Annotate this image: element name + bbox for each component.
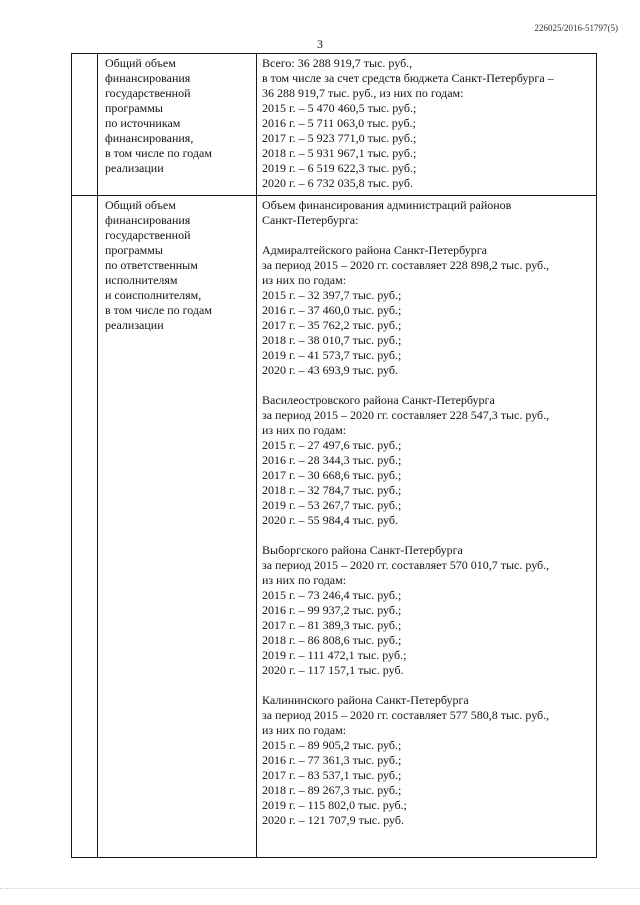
label-line: по источникам (105, 116, 181, 130)
row-number-cell (72, 54, 98, 196)
label-line: реализации (105, 161, 164, 175)
district-period: за период 2015 – 2020 гг. составляет 228 898,2 тыс. руб., (262, 258, 550, 272)
district-by-years: из них по годам: (262, 423, 347, 437)
row-label-cell (98, 196, 257, 858)
year-line: 2017 г. – 81 389,3 тыс. руб.; (262, 618, 402, 632)
year-line: 2016 г. – 28 344,3 тыс. руб.; (262, 453, 402, 467)
district-block (262, 543, 592, 678)
district-period: за период 2015 – 2020 гг. составляет 228 547,3 тыс. руб., (262, 408, 550, 422)
label-line: государственной (105, 228, 191, 242)
intro-line: Санкт-Петербурга: (262, 213, 359, 227)
value-line: 36 288 919,7 тыс. руб., из них по годам: (262, 86, 464, 100)
year-line: 2018 г. – 38 010,7 тыс. руб.; (262, 333, 402, 347)
district-period: за период 2015 – 2020 гг. составляет 570 010,7 тыс. руб., (262, 558, 550, 572)
year-line: 2016 г. – 37 460,0 тыс. руб.; (262, 303, 402, 317)
year-line: 2019 г. – 53 267,7 тыс. руб.; (262, 498, 402, 512)
district-period: за период 2015 – 2020 гг. составляет 577 580,8 тыс. руб., (262, 708, 550, 722)
label-line: Общий объем (105, 198, 176, 212)
label-line: в том числе по годам (105, 303, 212, 317)
label-line: программы (105, 101, 163, 115)
value-line: 2017 г. – 5 923 771,0 тыс. руб.; (262, 131, 417, 145)
year-line: 2017 г. – 83 537,1 тыс. руб.; (262, 768, 402, 782)
year-line: 2016 г. – 99 937,2 тыс. руб.; (262, 603, 402, 617)
row-number-cell (72, 196, 98, 858)
label-line: финансирования (105, 71, 191, 85)
district-block (262, 693, 592, 828)
label-line: финансирования, (105, 131, 194, 145)
document-registration-number: 226025/2016-51797(5) (534, 23, 618, 33)
year-line: 2020 г. – 117 157,1 тыс. руб. (262, 663, 404, 677)
district-name: Выборгского района Санкт-Петербурга (262, 543, 463, 557)
district-block (262, 393, 592, 528)
year-line: 2015 г. – 89 905,2 тыс. руб.; (262, 738, 402, 752)
value-line: 2016 г. – 5 711 063,0 тыс. руб.; (262, 116, 416, 130)
district-by-years: из них по годам: (262, 273, 347, 287)
year-line: 2020 г. – 121 707,9 тыс. руб. (262, 813, 404, 827)
value-line: 2019 г. – 6 519 622,3 тыс. руб.; (262, 161, 417, 175)
label-line: по ответственным (105, 258, 198, 272)
value-line: в том числе за счет средств бюджета Санкт-Петербурга – (262, 71, 554, 85)
district-by-years: из них по годам: (262, 723, 347, 737)
year-line: 2015 г. – 27 497,6 тыс. руб.; (262, 438, 402, 452)
year-line: 2015 г. – 32 397,7 тыс. руб.; (262, 288, 402, 302)
year-line: 2019 г. – 115 802,0 тыс. руб.; (262, 798, 407, 812)
year-line: 2017 г. – 35 762,2 тыс. руб.; (262, 318, 402, 332)
label-line: исполнителям (105, 273, 178, 287)
row-label-cell (98, 54, 257, 196)
year-line: 2018 г. – 86 808,6 тыс. руб.; (262, 633, 402, 647)
district-name: Адмиралтейского района Санкт-Петербурга (262, 243, 487, 257)
label-line: Общий объем (105, 56, 176, 70)
label-line: реализации (105, 318, 164, 332)
label-line: государственной (105, 86, 191, 100)
year-line: 2017 г. – 30 668,6 тыс. руб.; (262, 468, 402, 482)
year-line: 2020 г. – 43 693,9 тыс. руб. (262, 363, 398, 377)
label-line: финансирования (105, 213, 191, 227)
row-value-cell (257, 196, 597, 858)
value-line: Всего: 36 288 919,7 тыс. руб., (262, 56, 413, 70)
district-name: Василеостровского района Санкт-Петербурга (262, 393, 495, 407)
table-row-funding-by-executor (72, 196, 597, 858)
value-line: 2015 г. – 5 470 460,5 тыс. руб.; (262, 101, 417, 115)
district-by-years: из них по годам: (262, 573, 347, 587)
scan-noise-line (0, 888, 640, 890)
year-line: 2016 г. – 77 361,3 тыс. руб.; (262, 753, 402, 767)
row-value-cell (257, 54, 597, 196)
year-line: 2019 г. – 111 472,1 тыс. руб.; (262, 648, 407, 662)
label-line: в том числе по годам (105, 146, 212, 160)
value-line: 2020 г. – 6 732 035,8 тыс. руб. (262, 176, 413, 190)
page-number: 3 (317, 37, 323, 51)
year-line: 2018 г. – 89 267,3 тыс. руб.; (262, 783, 402, 797)
year-line: 2019 г. – 41 573,7 тыс. руб.; (262, 348, 402, 362)
year-line: 2015 г. – 73 246,4 тыс. руб.; (262, 588, 402, 602)
intro-line: Объем финансирования администраций районов (262, 198, 512, 212)
year-line: 2020 г. – 55 984,4 тыс. руб. (262, 513, 398, 527)
year-line: 2018 г. – 32 784,7 тыс. руб.; (262, 483, 402, 497)
district-block (262, 243, 592, 378)
district-name: Калининского района Санкт-Петербурга (262, 693, 469, 707)
table-row-funding-by-source (72, 54, 597, 196)
label-line: программы (105, 243, 163, 257)
label-line: и соисполнителям, (105, 288, 202, 302)
program-passport-table (71, 53, 597, 858)
value-line: 2018 г. – 5 931 967,1 тыс. руб.; (262, 146, 417, 160)
